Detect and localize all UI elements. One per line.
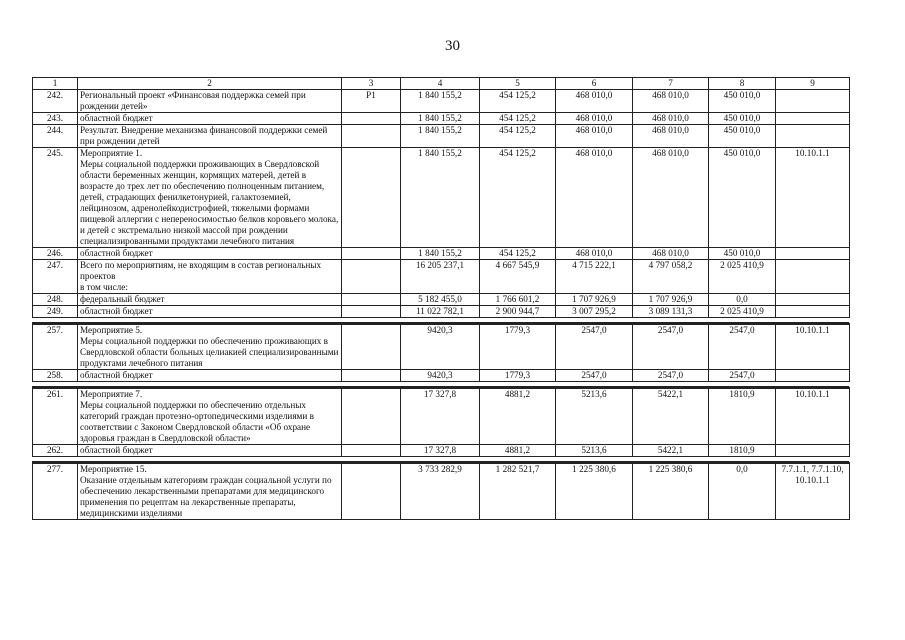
table-cell-n: 246.	[33, 248, 78, 260]
table-cell-c8: 2 025 410,9	[709, 306, 776, 318]
column-header: 4	[401, 78, 480, 90]
table-row	[33, 306, 850, 318]
table-row	[33, 260, 850, 294]
table-cell-name: Результат. Внедрение механизма финансовой поддержки семей при рождении детей	[78, 125, 342, 148]
table-cell-c5: 1779,3	[480, 370, 556, 382]
table-cell-c8: 0,0	[709, 294, 776, 306]
table-cell-c4: 1 840 155,2	[401, 248, 480, 260]
table-cell-c6: 468 010,0	[556, 248, 633, 260]
table-row	[33, 388, 850, 445]
table-cell-c9	[776, 113, 850, 125]
table-cell-name: областной бюджет	[78, 445, 342, 457]
table-cell-c9	[776, 125, 850, 148]
table-row	[33, 90, 850, 113]
table-cell-name: федеральный бюджет	[78, 294, 342, 306]
table-cell-c6: 468 010,0	[556, 148, 633, 248]
table-cell-c4: 1 840 155,2	[401, 148, 480, 248]
table-segment	[32, 461, 849, 520]
table-cell-name: областной бюджет	[78, 306, 342, 318]
table-cell-c6: 2547,0	[556, 370, 633, 382]
table-cell-c8: 450 010,0	[709, 90, 776, 113]
table-cell-c5: 454 125,2	[480, 148, 556, 248]
table-cell-c9	[776, 260, 850, 294]
table-cell-c6: 4 715 222,1	[556, 260, 633, 294]
table-cell-n: 258.	[33, 370, 78, 382]
table-cell-c9	[776, 306, 850, 318]
budget-table-container	[32, 77, 849, 520]
table-cell-n: 277.	[33, 463, 78, 520]
table-cell-c5: 2 900 944,7	[480, 306, 556, 318]
table-cell-c5: 1 766 601,2	[480, 294, 556, 306]
table-cell-c3	[342, 306, 401, 318]
table-cell-c4: 9420,3	[401, 370, 480, 382]
table-cell-c9	[776, 445, 850, 457]
table-row	[33, 113, 850, 125]
table-cell-name: Региональный проект «Финансовая поддержка семей при рождении детей»	[78, 90, 342, 113]
table-row	[33, 445, 850, 457]
table-cell-c8: 0,0	[709, 463, 776, 520]
table-cell-c7: 2547,0	[633, 324, 709, 370]
table-cell-name: областной бюджет	[78, 248, 342, 260]
table-cell-c3	[342, 260, 401, 294]
table-cell-c7: 1 707 926,9	[633, 294, 709, 306]
table-cell-name: областной бюджет	[78, 370, 342, 382]
table-segment	[32, 322, 849, 382]
table-cell-c9: 10.10.1.1	[776, 388, 850, 445]
table-cell-n: 262.	[33, 445, 78, 457]
table-cell-c5: 4 667 545,9	[480, 260, 556, 294]
table-cell-c7: 468 010,0	[633, 90, 709, 113]
table-cell-c8: 450 010,0	[709, 125, 776, 148]
table-cell-c5: 454 125,2	[480, 248, 556, 260]
table-cell-c3	[342, 113, 401, 125]
table-cell-c4: 1 840 155,2	[401, 125, 480, 148]
table-cell-n: 247.	[33, 260, 78, 294]
table-cell-c7: 5422,1	[633, 445, 709, 457]
column-header: 6	[556, 78, 633, 90]
column-header: 7	[633, 78, 709, 90]
table-cell-c7: 4 797 058,2	[633, 260, 709, 294]
page-number: 30	[445, 38, 460, 54]
table-segment	[32, 77, 849, 318]
table-row	[33, 125, 850, 148]
table-cell-c6: 468 010,0	[556, 125, 633, 148]
table-cell-c4: 11 022 782,1	[401, 306, 480, 318]
table-cell-c9	[776, 90, 850, 113]
budget-table	[32, 77, 850, 318]
table-cell-c7: 2547,0	[633, 370, 709, 382]
table-cell-c7: 468 010,0	[633, 248, 709, 260]
table-cell-n: 257.	[33, 324, 78, 370]
budget-table	[32, 323, 850, 382]
column-header: 1	[33, 78, 78, 90]
table-cell-name: Мероприятие 7. Меры социальной поддержки по обеспечению отдельных категорий граждан протезно-ортопедическими изделиями в соответствии с Законом Свердловской области «Об охране здоровья граждан в Свердловской области»	[78, 388, 342, 445]
table-cell-c9	[776, 294, 850, 306]
table-cell-c6: 5213,6	[556, 445, 633, 457]
table-row	[33, 248, 850, 260]
column-header: 9	[776, 78, 850, 90]
table-cell-n: 244.	[33, 125, 78, 148]
table-row	[33, 370, 850, 382]
table-cell-c3	[342, 370, 401, 382]
table-cell-c7: 468 010,0	[633, 113, 709, 125]
table-cell-c7: 5422,1	[633, 388, 709, 445]
table-cell-c3	[342, 388, 401, 445]
table-row	[33, 324, 850, 370]
table-cell-c9: 10.10.1.1	[776, 148, 850, 248]
budget-table	[32, 462, 850, 520]
table-cell-c6: 468 010,0	[556, 90, 633, 113]
table-cell-c9	[776, 248, 850, 260]
column-header: 3	[342, 78, 401, 90]
table-row	[33, 148, 850, 248]
table-cell-name: Всего по мероприятиям, не входящим в состав региональных проектов в том числе:	[78, 260, 342, 294]
table-cell-n: 261.	[33, 388, 78, 445]
table-cell-c3	[342, 148, 401, 248]
table-cell-c8: 2547,0	[709, 370, 776, 382]
table-cell-c8: 450 010,0	[709, 113, 776, 125]
table-cell-c9	[776, 370, 850, 382]
table-cell-c5: 4881,2	[480, 445, 556, 457]
table-cell-c5: 1 282 521,7	[480, 463, 556, 520]
table-cell-c4: 5 182 455,0	[401, 294, 480, 306]
table-cell-c5: 4881,2	[480, 388, 556, 445]
table-cell-name: областной бюджет	[78, 113, 342, 125]
table-cell-c8: 450 010,0	[709, 248, 776, 260]
table-cell-c3: P1	[342, 90, 401, 113]
table-cell-c8: 2 025 410,9	[709, 260, 776, 294]
table-cell-c3	[342, 294, 401, 306]
table-cell-c3	[342, 445, 401, 457]
budget-table	[32, 387, 850, 457]
table-cell-c4: 16 205 237,1	[401, 260, 480, 294]
table-cell-c7: 3 089 131,3	[633, 306, 709, 318]
table-cell-c5: 454 125,2	[480, 113, 556, 125]
table-cell-c3	[342, 248, 401, 260]
table-cell-c3	[342, 125, 401, 148]
table-cell-c6: 468 010,0	[556, 113, 633, 125]
table-cell-c6: 1 707 926,9	[556, 294, 633, 306]
table-cell-c6: 2547,0	[556, 324, 633, 370]
table-cell-c7: 468 010,0	[633, 148, 709, 248]
table-cell-c7: 468 010,0	[633, 125, 709, 148]
table-cell-n: 242.	[33, 90, 78, 113]
table-cell-c8: 2547,0	[709, 324, 776, 370]
table-cell-c6: 3 007 295,2	[556, 306, 633, 318]
table-cell-c5: 1779,3	[480, 324, 556, 370]
table-cell-c8: 1810,9	[709, 445, 776, 457]
table-cell-c4: 17 327,8	[401, 445, 480, 457]
table-cell-c5: 454 125,2	[480, 90, 556, 113]
table-row	[33, 463, 850, 520]
table-cell-c7: 1 225 380,6	[633, 463, 709, 520]
table-cell-c4: 9420,3	[401, 324, 480, 370]
table-cell-c9: 7.7.1.1, 7.7.1.10, 10.10.1.1	[776, 463, 850, 520]
table-cell-c4: 17 327,8	[401, 388, 480, 445]
table-cell-c3	[342, 324, 401, 370]
table-cell-c8: 450 010,0	[709, 148, 776, 248]
table-cell-n: 249.	[33, 306, 78, 318]
table-cell-n: 243.	[33, 113, 78, 125]
table-cell-c3	[342, 463, 401, 520]
table-cell-name: Мероприятие 5. Меры социальной поддержки по обеспечению проживающих в Свердловской области больных целиакией специализированными продуктами лечебного питания	[78, 324, 342, 370]
table-cell-c6: 5213,6	[556, 388, 633, 445]
table-cell-c9: 10.10.1.1	[776, 324, 850, 370]
table-cell-n: 248.	[33, 294, 78, 306]
column-header: 8	[709, 78, 776, 90]
table-cell-c6: 1 225 380,6	[556, 463, 633, 520]
table-cell-c4: 1 840 155,2	[401, 113, 480, 125]
table-row	[33, 294, 850, 306]
column-header: 5	[480, 78, 556, 90]
table-cell-c8: 1810,9	[709, 388, 776, 445]
table-cell-n: 245.	[33, 148, 78, 248]
table-cell-c4: 1 840 155,2	[401, 90, 480, 113]
table-segment	[32, 386, 849, 457]
table-cell-c5: 454 125,2	[480, 125, 556, 148]
column-header: 2	[78, 78, 342, 90]
table-cell-name: Мероприятие 15. Оказание отдельным категориям граждан социальной услуги по обеспечению лекарственными препаратами для медицинского применения по рецептам на лекарственные препараты, медицинскими изделиями	[78, 463, 342, 520]
table-cell-c4: 3 733 282,9	[401, 463, 480, 520]
header-row	[33, 78, 850, 90]
table-cell-name: Мероприятие 1. Меры социальной поддержки проживающих в Свердловской области беременных женщин, кормящих матерей, детей в возрасте до трех лет по обеспечению полноценным питанием, детей, страдающих фенилкетонурией, галактоземией, лейцинозом, адренолейкодистрофией, тяжелыми формами пищевой аллергии с непереносимостью белков коровьего молока, и детей с экстремально низкой массой при рождении специализированными продуктами лечебного питания	[78, 148, 342, 248]
